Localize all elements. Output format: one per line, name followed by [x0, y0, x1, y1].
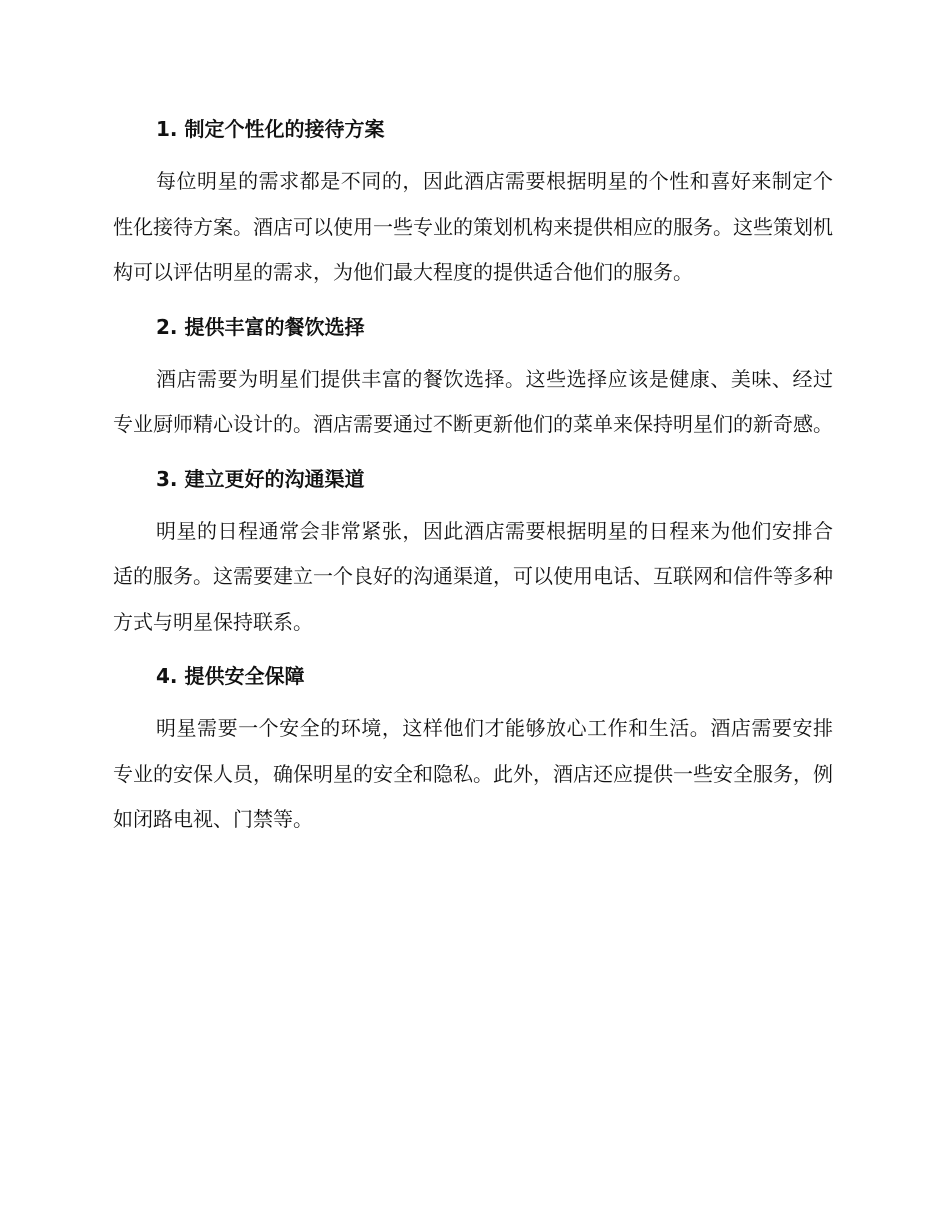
section-heading: 1. 制定个性化的接待方案 — [156, 117, 385, 141]
section-1 — [113, 112, 833, 296]
section-3 — [113, 462, 833, 646]
section-paragraph: 明星需要一个安全的环境，这样他们才能够放心工作和生活。酒店需要安排专业的安保人员，确保明星的安全和隐私。此外，酒店还应提供一些安全服务，例如闭路电视、门禁等。 — [113, 716, 833, 831]
document-page — [113, 112, 833, 857]
section-2 — [113, 310, 833, 448]
section-4 — [113, 659, 833, 843]
section-heading: 2. 提供丰富的餐饮选择 — [156, 314, 365, 339]
section-paragraph: 明星的日程通常会非常紧张，因此酒店需要根据明星的日程来为他们安排合适的服务。这需要建立一个良好的沟通渠道，可以使用电话、互联网和信件等多种方式与明星保持联系。 — [113, 518, 833, 634]
section-heading: 3. 建立更好的沟通渠道 — [156, 466, 365, 491]
section-heading: 4. 提供安全保障 — [156, 664, 305, 688]
section-paragraph: 酒店需要为明星们提供丰富的餐饮选择。这些选择应该是健康、美味、经过专业厨师精心设计的。酒店需要通过不断更新他们的菜单来保持明星们的新奇感。 — [113, 366, 833, 436]
section-paragraph: 每位明星的需求都是不同的，因此酒店需要根据明星的个性和喜好来制定个性化接待方案。酒店可以使用一些专业的策划机构来提供相应的服务。这些策划机构可以评估明星的需求，为他们最大程度的提供适合他们的服务。 — [113, 169, 833, 284]
